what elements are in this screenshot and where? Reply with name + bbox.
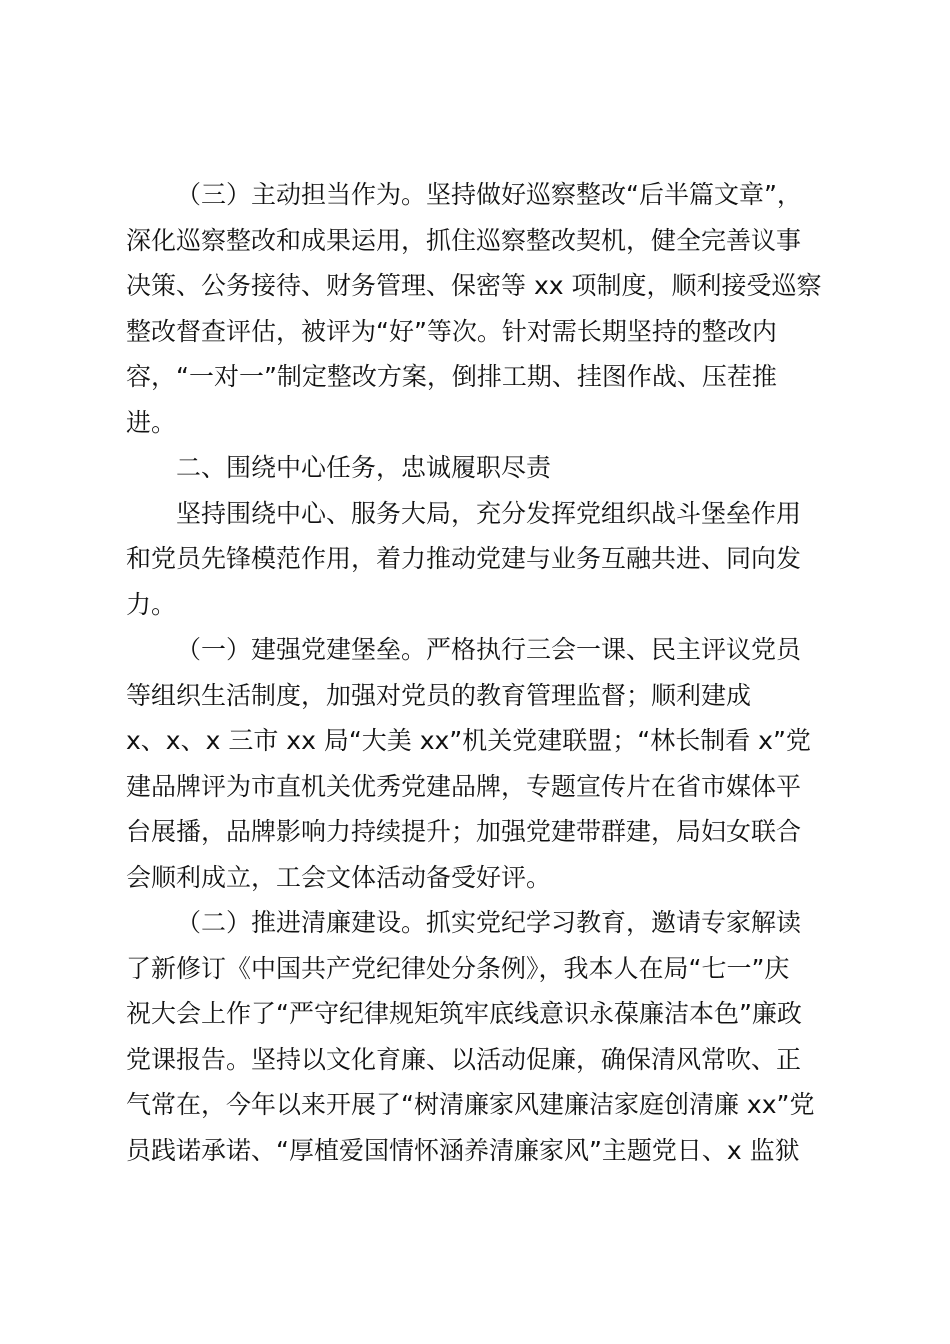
paragraph-line: 台展播，品牌影响力持续提升；加强党建带群建，局妇女联合 [126,817,802,846]
paragraph-party-building [126,627,832,900]
paragraph-line: 坚持围绕中心、服务大局，充分发挥党组织战斗堡垒作用 [176,498,802,528]
paragraph-line: 员践诺承诺、“厚植爱国情怀涵养清廉家风”主题党日、x 监狱 [126,1135,800,1165]
paragraph-line: 深化巡察整改和成果运用，抓住巡察整改契机，健全完善议事 [126,225,802,255]
paragraph-line: （二）推进清廉建设。抓实党纪学习教育，邀请专家解读 [176,908,802,937]
paragraph-line: 气常在，今年以来开展了“树清廉家风建廉洁家庭创清廉 xx”党 [126,1090,815,1119]
section-heading-text: 二、围绕中心任务，忠诚履职尽责 [176,453,552,482]
paragraph-line: 和党员先锋模范作用，着力推动党建与业务互融共进、同向发 [126,544,802,573]
paragraph-inspection-rectification [126,172,832,445]
paragraph-line: 力。 [126,589,177,619]
document-body [126,172,832,1173]
paragraph-line: （三）主动担当作为。坚持做好巡察整改“后半篇文章”， [176,180,802,209]
paragraph-line: 进。 [126,407,177,437]
section-heading [126,445,832,491]
paragraph-line: 了新修订《中国共产党纪律处分条例》，我本人在局“七一”庆 [126,953,790,983]
paragraph-line: 建品牌评为市直机关优秀党建品牌，专题宣传片在省市媒体平 [126,771,802,801]
paragraph-line: 整改督查评估，被评为“好”等次。针对需长期坚持的整改内 [126,316,777,346]
paragraph-line: 党课报告。坚持以文化育廉、以活动促廉，确保清风常吹、正 [126,1044,802,1074]
paragraph-line: 等组织生活制度，加强对党员的教育管理监督；顺利建成 [126,680,752,710]
paragraph-line: 会顺利成立，工会文体活动备受好评。 [126,862,552,892]
paragraph-line: 容，“一对一”制定整改方案，倒排工期、挂图作战、压茬推 [126,362,777,391]
paragraph-line: 决策、公务接待、财务管理、保密等 xx 项制度，顺利接受巡察 [126,271,822,300]
paragraph-line: （一）建强党建堡垒。严格执行三会一课、民主评议党员 [176,635,802,664]
paragraph-line: x、x、x 三市 xx 局“大美 xx”机关党建联盟；“林长制看 x”党 [126,726,811,755]
paragraph-section-intro [126,491,832,628]
paragraph-line: 祝大会上作了“严守纪律规矩筑牢底线意识永葆廉洁本色”廉政 [126,999,802,1028]
paragraph-clean-governance [126,900,832,1173]
